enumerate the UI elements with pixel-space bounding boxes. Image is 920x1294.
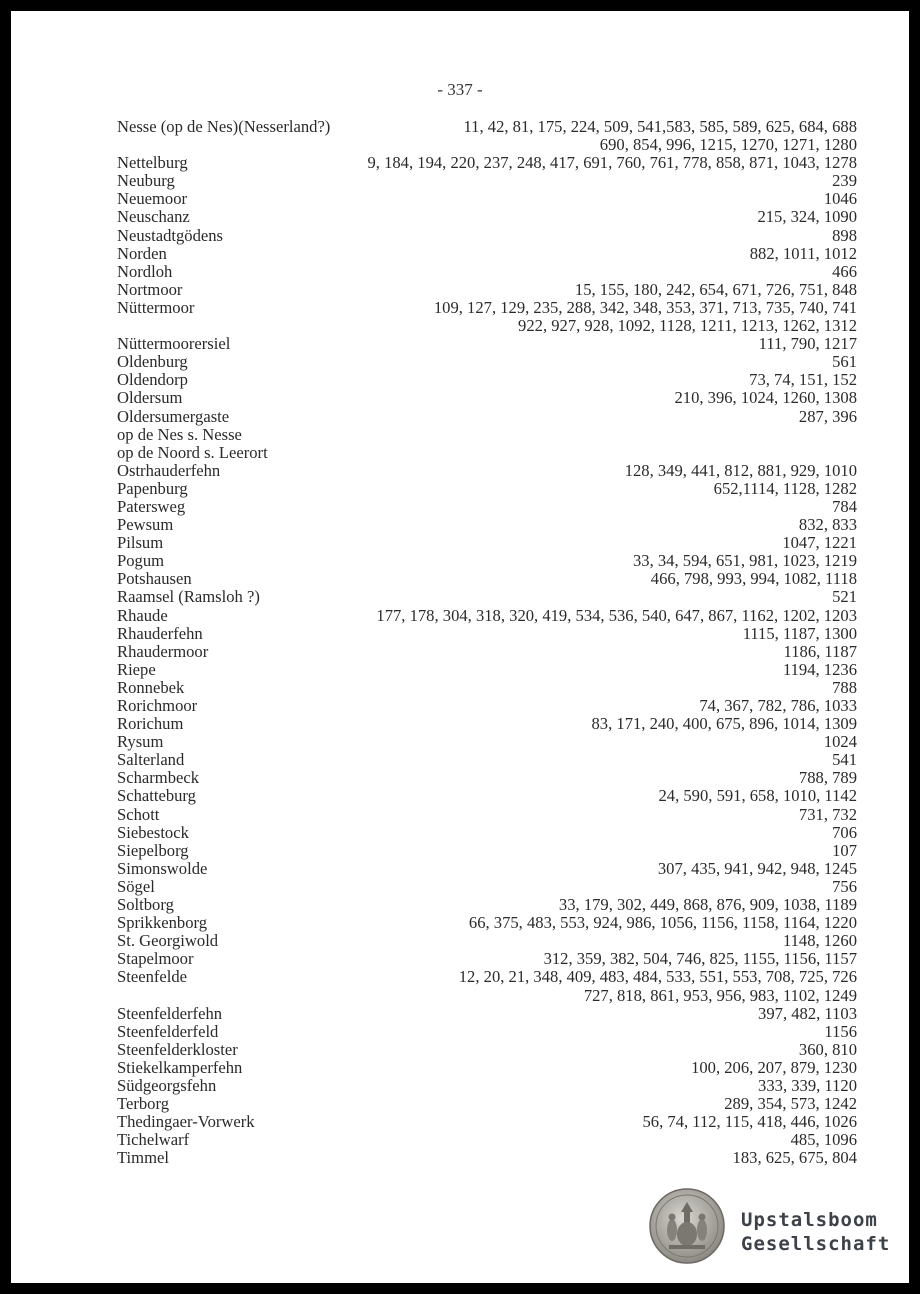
index-entry — [117, 1059, 857, 1077]
page-refs: 756 — [832, 876, 857, 896]
page-refs: 898 — [832, 225, 857, 245]
index-entry — [117, 643, 857, 661]
place-name: Schott — [117, 804, 160, 824]
place-name: Stiekelkamperfehn — [117, 1057, 243, 1077]
index-entry — [117, 896, 857, 914]
page-refs: 289, 354, 573, 1242 — [724, 1094, 857, 1114]
page-refs: 466, 798, 993, 994, 1082, 1118 — [650, 569, 857, 589]
page-refs: 239 — [832, 171, 857, 191]
index-entry — [117, 806, 857, 824]
index-entry — [117, 208, 857, 226]
page-refs: 128, 349, 441, 812, 881, 929, 1010 — [624, 460, 857, 480]
index-entry — [117, 1095, 857, 1113]
page-refs: 1115, 1187, 1300 — [742, 623, 857, 643]
index-entry — [117, 1023, 857, 1041]
place-name: Ostrhauderfehn — [117, 460, 221, 480]
index-entry — [117, 860, 857, 878]
index-entry — [117, 625, 857, 643]
page-refs: 1186, 1187 — [783, 641, 857, 661]
place-name: Oldendorp — [117, 370, 188, 390]
index-entry — [117, 118, 857, 136]
index-entry — [117, 353, 857, 371]
page-refs: 832, 833 — [798, 515, 857, 535]
place-name: Ronnebek — [117, 677, 185, 697]
place-name: Neustadtgödens — [117, 225, 223, 245]
place-name: Potshausen — [117, 569, 192, 589]
place-name: Schatteburg — [117, 786, 196, 806]
place-name: Nüttermoor — [117, 297, 195, 317]
index-entry — [117, 751, 857, 769]
index-entry — [117, 480, 857, 498]
page-refs: 1194, 1236 — [782, 659, 857, 679]
index-entry — [117, 444, 857, 462]
logo-line-1: Upstalsboom — [741, 1209, 878, 1231]
place-name: Steenfelderkloster — [117, 1039, 238, 1059]
page-refs: 312, 359, 382, 504, 746, 825, 1155, 1156, 1157 — [543, 949, 857, 969]
page-refs: 652,1114, 1128, 1282 — [713, 478, 857, 498]
place-name: Siepelborg — [117, 840, 189, 860]
place-name: Simonswolde — [117, 858, 208, 878]
place-name: Rhauderfehn — [117, 623, 203, 643]
index-entry — [117, 715, 857, 733]
index-entry — [117, 462, 857, 480]
place-name: Scharmbeck — [117, 768, 200, 788]
page-refs: 360, 810 — [798, 1039, 857, 1059]
page-refs: 107 — [832, 840, 857, 860]
page-refs: 397, 482, 1103 — [758, 1003, 857, 1023]
place-name: Steenfelderfehn — [117, 1003, 223, 1023]
place-name: Timmel — [117, 1148, 169, 1168]
index-entry — [117, 787, 857, 805]
page-refs: 922, 927, 928, 1092, 1128, 1211, 1213, 1262, 1312 — [518, 316, 857, 336]
page-refs: 66, 375, 483, 553, 924, 986, 1056, 1156, 1158, 1164, 1220 — [468, 913, 857, 933]
place-name: Nortmoor — [117, 279, 183, 299]
index-entry — [117, 245, 857, 263]
place-name: Soltborg — [117, 895, 174, 915]
index-entry — [117, 661, 857, 679]
index-entry — [117, 769, 857, 787]
index-entry — [117, 317, 857, 335]
page-refs: 11, 42, 81, 175, 224, 509, 541,583, 585, 589, 625, 684, 688 — [463, 117, 857, 136]
society-logo — [741, 1208, 890, 1256]
place-name: Sögel — [117, 876, 155, 896]
index-entry — [117, 570, 857, 588]
index-entry — [117, 190, 857, 208]
index-entry — [117, 281, 857, 299]
page-refs: 33, 179, 302, 449, 868, 876, 909, 1038, 1189 — [558, 895, 857, 915]
page-refs: 24, 590, 591, 658, 1010, 1142 — [658, 786, 857, 806]
place-name: Norden — [117, 243, 167, 263]
index-entry — [117, 371, 857, 389]
page-refs: 1156 — [824, 1021, 857, 1041]
seal-icon — [649, 1188, 725, 1264]
page-refs: 100, 206, 207, 879, 1230 — [691, 1057, 857, 1077]
page-refs: 83, 171, 240, 400, 675, 896, 1014, 1309 — [591, 714, 857, 734]
index-entry — [117, 588, 857, 606]
page-refs: 561 — [832, 352, 857, 372]
place-name: Steenfelde — [117, 967, 188, 987]
place-name: Pilsum — [117, 533, 164, 553]
page-refs: 521 — [832, 587, 857, 607]
page-refs: 287, 396 — [798, 406, 857, 426]
place-name: Rorichmoor — [117, 696, 198, 715]
place-name: Rhaudermoor — [117, 641, 209, 661]
document-page — [11, 11, 909, 1283]
place-name: Riepe — [117, 659, 156, 679]
index-entry — [117, 335, 857, 353]
index-entry — [117, 263, 857, 281]
place-name: Nesse (op de Nes)(Nesserland?) — [117, 117, 331, 136]
page-refs: 727, 818, 861, 953, 956, 983, 1102, 1249 — [583, 985, 857, 1005]
page-refs: 541 — [832, 750, 857, 770]
page-refs: 784 — [832, 496, 857, 516]
place-index — [117, 118, 857, 1167]
place-name: Oldenburg — [117, 352, 188, 372]
index-entry — [117, 516, 857, 534]
place-name: Stapelmoor — [117, 949, 194, 969]
page-refs: 307, 435, 941, 942, 948, 1245 — [657, 858, 857, 878]
page-refs: 215, 324, 1090 — [757, 207, 857, 227]
place-name: Rhaude — [117, 605, 168, 625]
index-entry — [117, 136, 857, 154]
page-refs: 788, 789 — [798, 768, 857, 788]
place-name: St. Georgiwold — [117, 931, 219, 951]
page-refs: 56, 74, 112, 115, 418, 446, 1026 — [642, 1112, 857, 1132]
page-refs: 1148, 1260 — [782, 931, 857, 951]
index-entry — [117, 987, 857, 1005]
page-refs: 111, 790, 1217 — [758, 334, 857, 354]
index-entry — [117, 950, 857, 968]
index-entry — [117, 172, 857, 190]
index-entry — [117, 607, 857, 625]
index-entry — [117, 968, 857, 986]
index-entry — [117, 1041, 857, 1059]
place-name: Terborg — [117, 1094, 169, 1114]
index-entry — [117, 733, 857, 751]
page-refs: 73, 74, 151, 152 — [749, 370, 857, 390]
index-entry — [117, 389, 857, 407]
page-refs: 15, 155, 180, 242, 654, 671, 726, 751, 848 — [574, 279, 857, 299]
index-entry — [117, 1005, 857, 1023]
place-name: Siebestock — [117, 822, 189, 842]
page-refs: 109, 127, 129, 235, 288, 342, 348, 353, 371, 713, 735, 740, 741 — [433, 297, 857, 317]
place-name: Papenburg — [117, 478, 188, 498]
index-entry — [117, 824, 857, 842]
page-number: - 337 - — [437, 80, 483, 99]
page-refs: 177, 178, 304, 318, 320, 419, 534, 536, 540, 647, 867, 1162, 1202, 1203 — [376, 605, 857, 625]
place-name: Steenfelderfeld — [117, 1021, 219, 1041]
page-refs: 731, 732 — [798, 804, 857, 824]
page-refs: 333, 339, 1120 — [758, 1075, 857, 1095]
index-entry — [117, 227, 857, 245]
place-name: Pewsum — [117, 515, 174, 535]
place-name: Nordloh — [117, 261, 173, 281]
place-name: Raamsel (Ramsloh ?) — [117, 587, 260, 607]
page-refs: 1046 — [823, 189, 857, 209]
index-entry — [117, 1149, 857, 1167]
index-entry — [117, 408, 857, 426]
page-refs: 210, 396, 1024, 1260, 1308 — [674, 388, 857, 408]
place-name: Oldersumergaste — [117, 406, 230, 426]
place-name: Neuburg — [117, 171, 175, 191]
index-entry — [117, 878, 857, 896]
index-entry — [117, 679, 857, 697]
page-refs: 1024 — [823, 732, 857, 752]
page-refs: 485, 1096 — [790, 1130, 857, 1150]
index-entry — [117, 914, 857, 932]
page-refs: 12, 20, 21, 348, 409, 483, 484, 533, 551, 553, 708, 725, 726 — [458, 967, 857, 987]
page-refs: 690, 854, 996, 1215, 1270, 1271, 1280 — [599, 135, 857, 155]
index-entry — [117, 552, 857, 570]
page-refs: 706 — [832, 822, 857, 842]
place-name: op de Noord s. Leerort — [117, 442, 268, 462]
page-refs: 33, 34, 594, 651, 981, 1023, 1219 — [632, 551, 857, 571]
index-entry — [117, 426, 857, 444]
place-name: Pogum — [117, 551, 165, 571]
place-name: Salterland — [117, 750, 185, 770]
page-refs: 1047, 1221 — [782, 533, 857, 553]
page-refs: 9, 184, 194, 220, 237, 248, 417, 691, 760, 761, 778, 858, 871, 1043, 1278 — [367, 153, 857, 173]
place-name: Patersweg — [117, 496, 186, 516]
index-entry — [117, 534, 857, 552]
index-entry — [117, 932, 857, 950]
place-name: Tichelwarf — [117, 1130, 190, 1150]
place-name: Oldersum — [117, 388, 183, 408]
index-entry — [117, 1113, 857, 1131]
index-entry — [117, 842, 857, 860]
page-refs: 74, 367, 782, 786, 1033 — [699, 696, 857, 715]
page-refs: 882, 1011, 1012 — [749, 243, 857, 263]
place-name: Südgeorgsfehn — [117, 1075, 217, 1095]
index-entry — [117, 697, 857, 715]
place-name: Neuemoor — [117, 189, 188, 209]
page-refs: 788 — [832, 677, 857, 697]
page-refs: 466 — [832, 261, 857, 281]
place-name: Neuschanz — [117, 207, 190, 227]
page-refs: 183, 625, 675, 804 — [732, 1148, 857, 1168]
index-entry — [117, 154, 857, 172]
place-name: Nettelburg — [117, 153, 188, 173]
index-entry — [117, 299, 857, 317]
index-entry — [117, 498, 857, 516]
index-entry — [117, 1131, 857, 1149]
place-name: Nüttermoorersiel — [117, 334, 231, 354]
place-name: op de Nes s. Nesse — [117, 424, 242, 444]
logo-line-2: Gesellschaft — [741, 1233, 891, 1255]
place-name: Rorichum — [117, 714, 184, 734]
place-name: Rysum — [117, 732, 164, 752]
place-name: Sprikkenborg — [117, 913, 208, 933]
index-entry — [117, 1077, 857, 1095]
place-name: Thedingaer-Vorwerk — [117, 1112, 255, 1132]
